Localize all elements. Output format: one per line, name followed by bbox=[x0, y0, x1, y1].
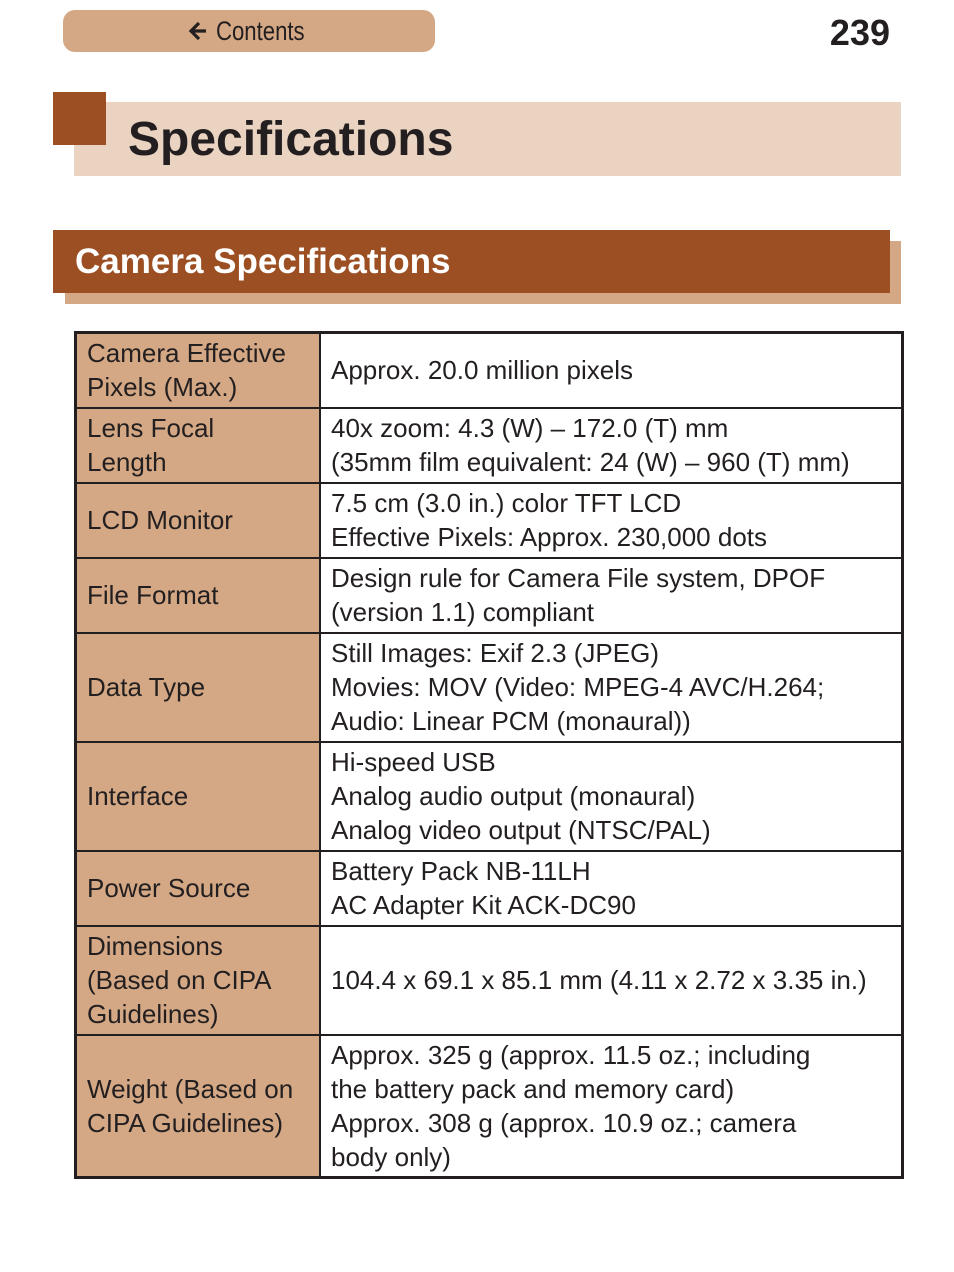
spec-label-line: Guidelines) bbox=[87, 999, 219, 1029]
spec-label-line: Interface bbox=[87, 781, 189, 811]
title-marker bbox=[53, 92, 106, 145]
spec-value-line: 40x zoom: 4.3 (W) – 172.0 (T) mm bbox=[331, 413, 729, 443]
spec-label-line: Length bbox=[87, 447, 167, 477]
spec-value-line: Hi-speed USB bbox=[331, 747, 496, 777]
spec-value-line: Approx. 308 g (approx. 10.9 oz.; camera bbox=[331, 1107, 797, 1138]
spec-label-line: CIPA Guidelines) bbox=[87, 1107, 284, 1138]
spec-row bbox=[76, 851, 903, 926]
spec-value-line: Effective Pixels: Approx. 230,000 dots bbox=[331, 522, 768, 552]
spec-label bbox=[76, 483, 321, 558]
spec-label bbox=[76, 926, 321, 1035]
spec-value bbox=[320, 851, 903, 926]
spec-value bbox=[320, 483, 903, 558]
spec-value-line: Battery Pack NB-11LH bbox=[331, 856, 591, 886]
spec-label-line: LCD Monitor bbox=[87, 505, 233, 535]
spec-row bbox=[76, 483, 903, 558]
spec-label-line: Power Source bbox=[87, 873, 251, 903]
spec-value bbox=[320, 926, 903, 1035]
spec-value-line: the battery pack and memory card) bbox=[331, 1073, 735, 1104]
spec-label-line: File Format bbox=[87, 580, 219, 610]
contents-link-label: Contents bbox=[215, 15, 305, 46]
spec-label bbox=[76, 1035, 321, 1178]
spec-value bbox=[320, 742, 903, 851]
spec-label bbox=[76, 558, 321, 633]
spec-value-line: Analog video output (NTSC/PAL) bbox=[331, 815, 711, 845]
spec-label bbox=[76, 633, 321, 742]
arrow-left-icon bbox=[188, 21, 208, 41]
spec-value bbox=[320, 1035, 903, 1178]
spec-value-line: Still Images: Exif 2.3 (JPEG) bbox=[331, 638, 659, 668]
spec-row bbox=[76, 742, 903, 851]
spec-value-line: AC Adapter Kit ACK-DC90 bbox=[331, 890, 636, 920]
spec-value bbox=[320, 633, 903, 742]
spec-value-line: Approx. 20.0 million pixels bbox=[331, 355, 634, 386]
spec-label-line: Pixels (Max.) bbox=[87, 372, 238, 403]
spec-row bbox=[76, 408, 903, 483]
spec-label-line: Weight (Based on bbox=[87, 1073, 294, 1104]
spec-row bbox=[76, 1035, 903, 1178]
spec-value-line: Movies: MOV (Video: MPEG-4 AVC/H.264; bbox=[331, 672, 825, 702]
spec-label bbox=[76, 333, 321, 408]
spec-row bbox=[76, 558, 903, 633]
section-title: Camera Specifications bbox=[75, 242, 451, 281]
spec-row bbox=[76, 633, 903, 742]
spec-row bbox=[76, 926, 903, 1035]
spec-label-line: Dimensions bbox=[87, 931, 223, 961]
spec-value bbox=[320, 333, 903, 408]
spec-label bbox=[76, 408, 321, 483]
spec-label-line: Data Type bbox=[87, 672, 206, 702]
spec-value-line: (version 1.1) compliant bbox=[331, 597, 594, 627]
spec-value-line: Audio: Linear PCM (monaural)) bbox=[331, 706, 691, 736]
spec-table-body bbox=[76, 333, 903, 1178]
contents-link-button[interactable] bbox=[63, 10, 435, 52]
spec-value-line: 7.5 cm (3.0 in.) color TFT LCD bbox=[331, 488, 682, 518]
spec-table bbox=[74, 331, 904, 1179]
spec-value bbox=[320, 558, 903, 633]
page-number: 239 bbox=[829, 12, 890, 53]
spec-value-line: 104.4 x 69.1 x 85.1 mm (4.11 x 2.72 x 3.35 in.) bbox=[331, 965, 867, 995]
spec-label-line: Lens Focal bbox=[87, 413, 215, 443]
page-title: Specifications bbox=[128, 113, 454, 166]
spec-value bbox=[320, 408, 903, 483]
spec-value-line: Approx. 325 g (approx. 11.5 oz.; including bbox=[331, 1039, 811, 1070]
spec-value-line: (35mm film equivalent: 24 (W) – 960 (T) mm) bbox=[331, 447, 850, 477]
spec-value-line: body only) bbox=[331, 1141, 451, 1172]
spec-label-line: (Based on CIPA bbox=[87, 965, 272, 995]
spec-value-line: Analog audio output (monaural) bbox=[331, 781, 696, 811]
spec-label bbox=[76, 851, 321, 926]
spec-row bbox=[76, 333, 903, 408]
spec-value-line: Design rule for Camera File system, DPOF bbox=[331, 563, 826, 593]
spec-label bbox=[76, 742, 321, 851]
spec-label-line: Camera Effective bbox=[87, 338, 286, 369]
